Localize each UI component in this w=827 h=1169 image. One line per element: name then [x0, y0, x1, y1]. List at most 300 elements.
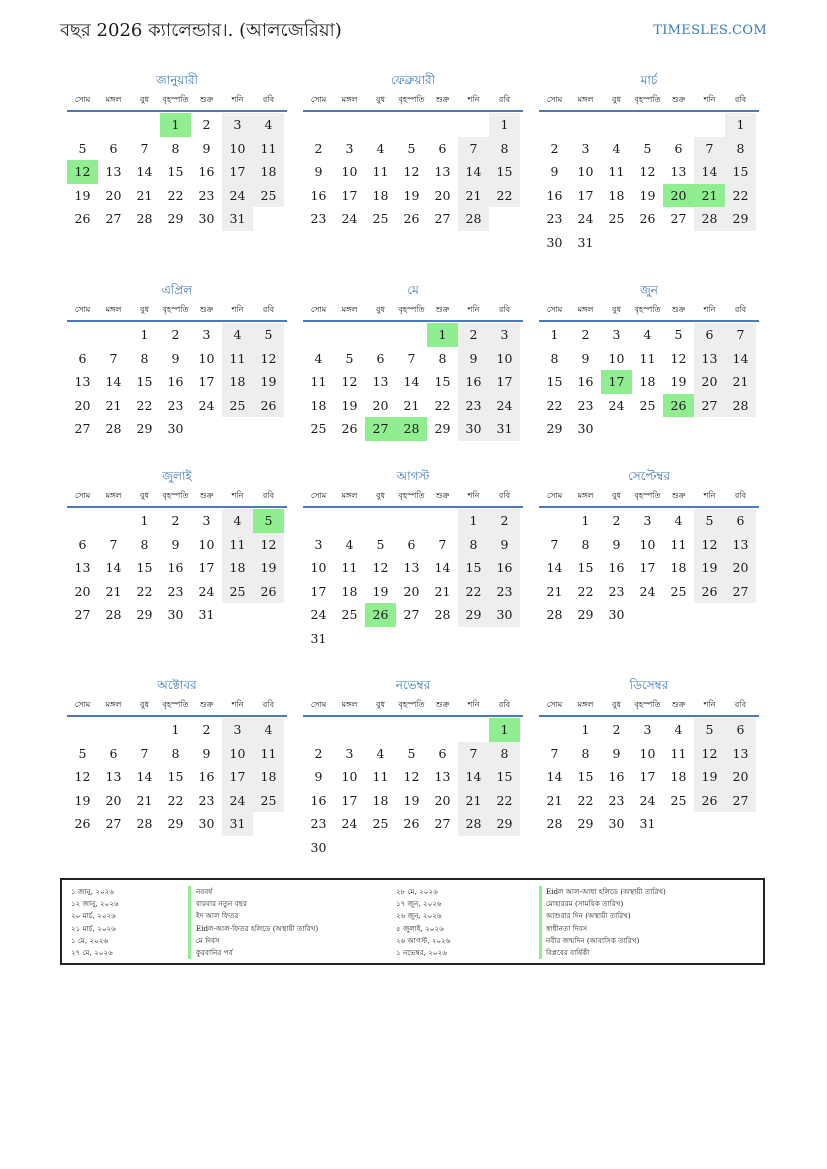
day-cell: 1 — [725, 113, 756, 137]
day-cell: 21 — [136, 792, 153, 808]
day-cell: 23 — [198, 187, 215, 203]
day-cell: 18 — [341, 583, 358, 599]
day-cell: 20 — [74, 583, 91, 599]
empty-cell — [67, 323, 98, 347]
weekday-label: সোম — [310, 491, 327, 500]
day-cell: 28 — [546, 816, 563, 832]
weekday-label: সোম — [546, 305, 563, 314]
day-cell: 3 — [643, 513, 652, 528]
day-cell: 13 — [694, 347, 725, 371]
day-cell: 30 — [167, 421, 184, 437]
day-cell: 28 — [694, 207, 725, 231]
day-cell: 12 — [341, 374, 358, 390]
day-cell: 3 — [581, 140, 590, 156]
day-cell: 2 — [581, 327, 590, 342]
day-cell: 8 — [489, 742, 520, 766]
holiday-day-cell: 27 — [365, 417, 396, 441]
day-cell: 16 — [489, 556, 520, 580]
day-cell: 14 — [105, 560, 122, 576]
day-cell: 9 — [612, 536, 621, 552]
day-cell: 18 — [670, 560, 687, 576]
weekday-label: বুধ — [376, 491, 385, 500]
day-cell: 13 — [403, 560, 420, 576]
weekday-label: বৃহস্পতি — [162, 491, 189, 500]
legend-date: ২৬ জুন, ২০২৬ — [396, 911, 442, 921]
day-grid — [67, 113, 287, 231]
day-cell: 13 — [725, 742, 756, 766]
empty-cell — [98, 113, 129, 137]
day-grid — [67, 509, 287, 627]
day-cell: 12 — [403, 164, 420, 180]
day-cell: 7 — [550, 745, 559, 761]
weekday-label: মঙ্গল — [577, 95, 594, 104]
day-cell: 11 — [253, 742, 284, 766]
day-cell: 9 — [489, 533, 520, 557]
day-cell: 14 — [725, 347, 756, 371]
day-cell: 5 — [253, 323, 284, 347]
site-link[interactable]: TIMESLES.COM — [653, 23, 767, 38]
day-cell: 24 — [341, 211, 358, 227]
day-cell: 26 — [694, 789, 725, 813]
empty-cell — [334, 113, 365, 137]
day-cell: 12 — [694, 742, 725, 766]
legend-left-names — [196, 886, 318, 959]
empty-cell — [458, 113, 489, 137]
weekday-label: রবি — [262, 95, 275, 104]
empty-cell — [303, 718, 334, 742]
day-cell: 18 — [608, 187, 625, 203]
day-cell: 11 — [310, 374, 327, 390]
day-cell: 29 — [434, 421, 451, 437]
day-cell: 5 — [376, 536, 385, 552]
day-cell: 18 — [639, 374, 656, 390]
day-cell: 23 — [167, 397, 184, 413]
day-cell: 9 — [581, 350, 590, 366]
day-cell: 19 — [372, 583, 389, 599]
day-cell: 26 — [253, 580, 284, 604]
day-cell: 2 — [489, 509, 520, 533]
weekday-label: বুধ — [612, 95, 621, 104]
legend-date: ১২ জানু, ২০২৬ — [71, 899, 119, 909]
day-cell: 20 — [372, 397, 389, 413]
day-cell: 24 — [608, 397, 625, 413]
weekday-label: রবি — [262, 700, 275, 709]
day-cell: 12 — [670, 350, 687, 366]
day-cell: 14 — [105, 374, 122, 390]
day-cell: 15 — [577, 769, 594, 785]
day-cell: 7 — [140, 140, 149, 156]
day-cell: 7 — [109, 350, 118, 366]
day-cell: 29 — [577, 607, 594, 623]
day-cell: 7 — [458, 137, 489, 161]
weekday-label: বুধ — [612, 700, 621, 709]
day-cell: 8 — [171, 745, 180, 761]
legend-holiday-name: স্বাধীনতা দিবস — [546, 923, 588, 933]
day-cell: 22 — [546, 397, 563, 413]
day-cell: 31 — [310, 630, 327, 646]
weekday-label: শুক্র — [435, 305, 450, 314]
legend-date: ২৭ মে, ২০২৬ — [71, 947, 113, 957]
day-cell: 8 — [581, 536, 590, 552]
day-cell: 14 — [136, 164, 153, 180]
day-cell: 13 — [372, 374, 389, 390]
day-cell: 15 — [546, 374, 563, 390]
day-cell: 31 — [198, 607, 215, 623]
day-cell: 17 — [639, 769, 656, 785]
day-cell: 5 — [643, 140, 652, 156]
legend-holiday-name: নবীর জন্মদিন (আবাসিক তারিখ) — [546, 935, 640, 945]
day-cell: 27 — [725, 580, 756, 604]
legend-right-names — [546, 886, 666, 959]
day-cell: 4 — [314, 350, 323, 366]
day-cell: 14 — [434, 560, 451, 576]
day-cell: 22 — [577, 792, 594, 808]
day-cell: 15 — [577, 560, 594, 576]
day-cell: 22 — [167, 792, 184, 808]
day-cell: 16 — [577, 374, 594, 390]
day-cell: 29 — [725, 207, 756, 231]
day-cell: 29 — [167, 816, 184, 832]
weekday-label: বৃহস্পতি — [398, 700, 425, 709]
day-cell: 9 — [314, 769, 323, 785]
day-cell: 13 — [74, 374, 91, 390]
day-cell: 18 — [372, 792, 389, 808]
weekday-label: শনি — [231, 95, 244, 104]
day-cell: 1 — [489, 113, 520, 137]
weekday-label: মঙ্গল — [341, 305, 358, 314]
day-cell: 15 — [458, 556, 489, 580]
day-cell: 3 — [222, 718, 253, 742]
legend-holiday-marker — [539, 886, 542, 959]
day-cell: 28 — [105, 607, 122, 623]
day-cell: 9 — [202, 140, 211, 156]
month-name: জুলাই — [162, 469, 192, 483]
weekday-label: রবি — [498, 95, 511, 104]
weekday-label: সোম — [74, 95, 91, 104]
day-cell: 25 — [310, 421, 327, 437]
weekday-label: বুধ — [612, 491, 621, 500]
day-cell: 11 — [341, 560, 358, 576]
day-cell: 3 — [202, 327, 211, 342]
day-cell: 20 — [434, 792, 451, 808]
empty-cell — [396, 718, 427, 742]
day-cell: 5 — [694, 509, 725, 533]
weekday-label: সোম — [546, 491, 563, 500]
day-cell: 20 — [74, 397, 91, 413]
empty-cell — [570, 113, 601, 137]
day-cell: 22 — [167, 187, 184, 203]
weekday-label: শুক্র — [671, 305, 686, 314]
day-cell: 16 — [608, 769, 625, 785]
weekday-label: শুক্র — [435, 95, 450, 104]
day-cell: 1 — [581, 513, 590, 528]
weekday-label: বুধ — [376, 95, 385, 104]
day-cell: 10 — [489, 347, 520, 371]
day-cell: 28 — [458, 812, 489, 836]
day-cell: 24 — [639, 583, 656, 599]
day-cell: 8 — [140, 350, 149, 366]
day-cell: 6 — [725, 718, 756, 742]
month-name: সেপ্টেম্বর — [627, 469, 671, 483]
day-cell: 20 — [725, 765, 756, 789]
day-grid — [303, 113, 523, 231]
day-cell: 15 — [725, 160, 756, 184]
day-cell: 27 — [670, 211, 687, 227]
day-cell: 9 — [202, 745, 211, 761]
day-cell: 14 — [694, 160, 725, 184]
empty-cell — [67, 718, 98, 742]
weekday-label: শুক্র — [199, 95, 214, 104]
weekday-label: বৃহস্পতি — [634, 700, 661, 709]
day-cell: 25 — [670, 792, 687, 808]
day-cell: 30 — [198, 816, 215, 832]
empty-cell — [539, 113, 570, 137]
weekday-label: শনি — [467, 305, 480, 314]
legend-date: ১ মে, ২০২৬ — [71, 935, 109, 945]
day-cell: 17 — [489, 370, 520, 394]
day-cell: 25 — [253, 184, 284, 208]
day-cell: 17 — [222, 765, 253, 789]
legend-date: ২৮ মে, ২০২৬ — [396, 887, 438, 896]
day-cell: 24 — [310, 607, 327, 623]
day-cell: 8 — [581, 745, 590, 761]
weekday-label: বৃহস্পতি — [162, 95, 189, 104]
day-cell: 6 — [78, 350, 87, 366]
day-cell: 27 — [725, 789, 756, 813]
day-cell: 26 — [403, 211, 420, 227]
day-cell: 10 — [639, 536, 656, 552]
day-cell: 11 — [222, 347, 253, 371]
holiday-legend — [60, 878, 765, 965]
weekday-header — [67, 488, 287, 508]
weekday-label: শনি — [467, 700, 480, 709]
day-cell: 19 — [403, 792, 420, 808]
month-block — [539, 673, 759, 836]
day-cell: 5 — [694, 718, 725, 742]
holiday-day-cell: 12 — [67, 160, 98, 184]
day-cell: 22 — [489, 789, 520, 813]
day-cell: 2 — [612, 722, 621, 737]
day-cell: 19 — [74, 792, 91, 808]
day-cell: 24 — [222, 184, 253, 208]
weekday-header — [67, 697, 287, 717]
empty-cell — [98, 509, 129, 533]
day-cell: 6 — [376, 350, 385, 366]
weekday-label: বুধ — [140, 491, 149, 500]
weekday-header — [539, 488, 759, 508]
empty-cell — [427, 509, 458, 533]
day-cell: 23 — [198, 792, 215, 808]
day-cell: 22 — [434, 397, 451, 413]
day-cell: 2 — [202, 117, 211, 132]
day-cell: 13 — [74, 560, 91, 576]
day-cell: 7 — [407, 350, 416, 366]
empty-cell — [396, 113, 427, 137]
day-cell: 10 — [198, 350, 215, 366]
empty-cell — [427, 113, 458, 137]
weekday-label: রবি — [262, 305, 275, 314]
day-cell: 9 — [612, 745, 621, 761]
weekday-label: শনি — [231, 491, 244, 500]
day-cell: 7 — [438, 536, 447, 552]
day-cell: 27 — [694, 394, 725, 418]
day-cell: 16 — [198, 769, 215, 785]
day-cell: 8 — [438, 350, 447, 366]
weekday-header — [539, 697, 759, 717]
day-cell: 21 — [105, 583, 122, 599]
legend-holiday-name: আশুরার দিন (অস্থায়ী তারিখ) — [546, 911, 631, 921]
day-cell: 3 — [222, 113, 253, 137]
day-cell: 17 — [577, 187, 594, 203]
legend-holiday-name: বারবার নতুন বছর — [196, 899, 247, 909]
day-cell: 30 — [546, 234, 563, 250]
weekday-label: বৃহস্পতি — [634, 305, 661, 314]
day-cell: 24 — [489, 394, 520, 418]
month-block — [303, 68, 523, 231]
legend-right-dates — [396, 886, 451, 959]
day-cell: 22 — [458, 580, 489, 604]
day-cell: 15 — [489, 160, 520, 184]
holiday-day-cell: 1 — [489, 718, 520, 742]
day-cell: 12 — [372, 560, 389, 576]
day-cell: 30 — [198, 211, 215, 227]
day-cell: 18 — [222, 556, 253, 580]
day-cell: 6 — [438, 745, 447, 761]
weekday-label: শুক্র — [435, 700, 450, 709]
day-cell: 25 — [222, 580, 253, 604]
day-cell: 1 — [140, 513, 149, 528]
day-cell: 30 — [167, 607, 184, 623]
day-cell: 3 — [489, 323, 520, 347]
day-cell: 9 — [171, 536, 180, 552]
empty-cell — [539, 509, 570, 533]
day-cell: 13 — [434, 164, 451, 180]
day-cell: 19 — [670, 374, 687, 390]
day-cell: 9 — [171, 350, 180, 366]
day-cell: 4 — [376, 745, 385, 761]
holiday-day-cell: 26 — [663, 394, 694, 418]
day-cell: 21 — [546, 583, 563, 599]
day-cell: 12 — [639, 164, 656, 180]
day-cell: 31 — [489, 417, 520, 441]
empty-cell — [365, 718, 396, 742]
weekday-label: শনি — [467, 491, 480, 500]
day-cell: 27 — [105, 211, 122, 227]
day-cell: 17 — [198, 374, 215, 390]
weekday-label: শুক্র — [671, 95, 686, 104]
legend-holiday-name: ইদ আল ফিতর — [196, 911, 239, 921]
day-cell: 19 — [341, 397, 358, 413]
weekday-label: মঙ্গল — [341, 95, 358, 104]
weekday-label: শুক্র — [199, 305, 214, 314]
weekday-label: সোম — [310, 305, 327, 314]
day-cell: 24 — [577, 211, 594, 227]
legend-holiday-name: মে দিবস — [196, 935, 220, 945]
day-cell: 7 — [109, 536, 118, 552]
day-cell: 24 — [222, 789, 253, 813]
weekday-header — [303, 488, 523, 508]
day-cell: 16 — [310, 792, 327, 808]
weekday-label: রবি — [734, 700, 747, 709]
day-cell: 6 — [109, 140, 118, 156]
day-cell: 13 — [105, 164, 122, 180]
day-cell: 23 — [608, 583, 625, 599]
day-cell: 29 — [458, 603, 489, 627]
month-name: মে — [407, 283, 419, 297]
day-cell: 17 — [341, 187, 358, 203]
day-cell: 8 — [171, 140, 180, 156]
day-cell: 16 — [608, 560, 625, 576]
day-cell: 7 — [725, 323, 756, 347]
day-cell: 20 — [694, 370, 725, 394]
day-cell: 9 — [314, 164, 323, 180]
month-name: ডিসেম্বর — [629, 678, 669, 692]
day-cell: 29 — [136, 421, 153, 437]
day-cell: 25 — [341, 607, 358, 623]
day-cell: 5 — [674, 327, 683, 342]
legend-holiday-name: কুরবানির পর্ব — [196, 947, 233, 957]
day-cell: 11 — [670, 536, 687, 552]
day-cell: 28 — [434, 607, 451, 623]
day-cell: 26 — [253, 394, 284, 418]
day-cell: 2 — [550, 140, 559, 156]
day-cell: 17 — [639, 560, 656, 576]
weekday-label: রবি — [734, 305, 747, 314]
month-block — [539, 68, 759, 255]
legend-date: ১ জানু, ২০২৬ — [71, 887, 115, 896]
day-cell: 4 — [345, 536, 354, 552]
weekday-label: রবি — [734, 491, 747, 500]
holiday-day-cell: 5 — [253, 509, 284, 533]
day-cell: 1 — [458, 509, 489, 533]
day-cell: 9 — [458, 347, 489, 371]
day-cell: 3 — [643, 722, 652, 737]
day-cell: 5 — [407, 745, 416, 761]
day-cell: 1 — [581, 722, 590, 737]
day-cell: 11 — [372, 769, 389, 785]
day-cell: 13 — [670, 164, 687, 180]
day-cell: 2 — [314, 140, 323, 156]
weekday-label: শুক্র — [199, 700, 214, 709]
holiday-day-cell: 28 — [396, 417, 427, 441]
day-cell: 7 — [550, 536, 559, 552]
weekday-label: মঙ্গল — [341, 491, 358, 500]
month-name: জানুয়ারী — [156, 73, 198, 87]
empty-cell — [365, 113, 396, 137]
legend-left-dates — [71, 886, 119, 959]
holiday-day-cell: 21 — [694, 184, 725, 208]
day-cell: 16 — [310, 187, 327, 203]
weekday-label: শুক্র — [671, 700, 686, 709]
day-grid — [303, 509, 523, 651]
day-cell: 27 — [74, 607, 91, 623]
day-cell: 21 — [105, 397, 122, 413]
day-cell: 23 — [310, 211, 327, 227]
holiday-day-cell: 17 — [601, 370, 632, 394]
day-cell: 2 — [458, 323, 489, 347]
legend-holiday-name: Eidল আল-আধা হলিডে (অস্থায়ী তারিখ) — [546, 887, 666, 896]
day-cell: 4 — [376, 140, 385, 156]
day-cell: 28 — [725, 394, 756, 418]
day-cell: 2 — [612, 513, 621, 528]
weekday-label: রবি — [498, 305, 511, 314]
day-cell: 14 — [136, 769, 153, 785]
day-cell: 19 — [694, 765, 725, 789]
day-cell: 19 — [403, 187, 420, 203]
day-cell: 17 — [198, 560, 215, 576]
day-cell: 29 — [546, 421, 563, 437]
day-cell: 24 — [639, 792, 656, 808]
